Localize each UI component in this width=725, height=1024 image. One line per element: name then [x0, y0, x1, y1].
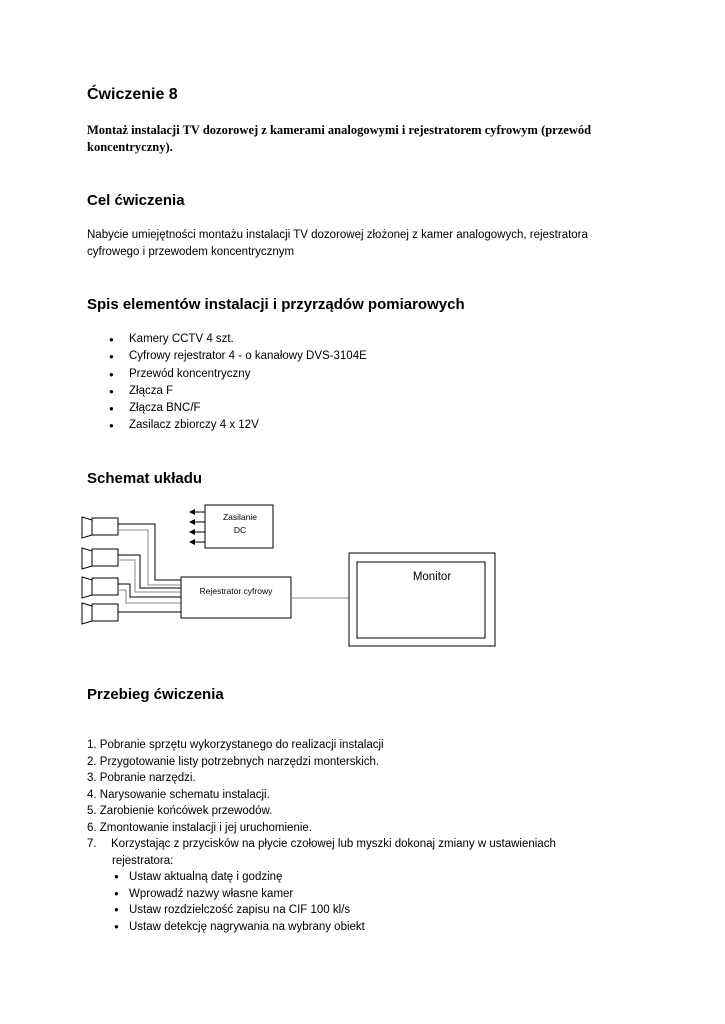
power-label-line2: DC	[233, 525, 247, 535]
component-item: ● Kamery CCTV 4 szt.	[109, 331, 367, 348]
component-item: ● Przewód koncentryczny	[109, 366, 367, 383]
power-wires	[118, 530, 181, 603]
step-7-subitem: ● Ustaw aktualną datę i godzinę	[114, 869, 607, 886]
recorder-label: Rejestrator cyfrowy	[199, 586, 273, 596]
procedure-step: 4. Narysowanie schematu instalacji.	[87, 788, 270, 801]
page-title: Ćwiczenie 8	[87, 86, 178, 103]
procedure-list	[87, 737, 607, 935]
step-7-subitem: ● Ustaw detekcję nagrywania na wybrany obiekt	[114, 919, 607, 936]
goal-text: Nabycie umiejętności montażu instalacji TV dozorowej złożonej z kamer analogowych, rejestratora cyfrowego i przewodem koncentrycznym	[87, 229, 588, 258]
goal-heading: Cel ćwiczenia	[87, 192, 185, 209]
component-item: ● Złącza F	[109, 383, 367, 400]
camera-4-icon	[82, 603, 118, 624]
step-7-subitems	[87, 869, 607, 935]
step-7-text: Korzystając z przycisków na płycie czołowej lub myszki dokonaj zmiany w ustawieniach	[111, 838, 556, 850]
schema-heading: Schemat układu	[87, 470, 203, 487]
step-7-subitem: ● Wprowadź nazwy własne kamer	[114, 886, 607, 903]
power-output-arrows	[194, 512, 205, 542]
procedure-step-7	[87, 836, 607, 935]
arrowheads	[189, 509, 195, 545]
recorder-box	[181, 577, 291, 618]
step-7-text-cont: rejestratora:	[112, 854, 174, 867]
camera-2-icon	[82, 548, 118, 569]
component-item: ● Cyfrowy rejestrator 4 - o kanałowy DVS-3104E	[109, 348, 367, 365]
exercise-subtitle: Montaż instalacji TV dozorowej z kamerami analogowymi i rejestratorem cyfrowym (przewód koncentryczny).	[87, 123, 592, 154]
step-7-number: 7.	[87, 838, 97, 850]
installation-diagram	[0, 500, 725, 660]
procedure-step: 2. Przygotowanie listy potrzebnych narzędzi monterskich.	[87, 755, 380, 768]
power-label-line1: Zasilanie	[222, 512, 258, 522]
procedure-step: 3. Pobranie narzędzi.	[87, 772, 196, 784]
procedure-heading: Przebieg ćwiczenia	[87, 686, 224, 703]
component-item: ● Złącza BNC/F	[109, 400, 367, 417]
step-7-subitem: ● Ustaw rozdzielczość zapisu na CIF 100 kl/s	[114, 902, 607, 919]
procedure-step: 6. Zmontowanie instalacji i jej uruchomienie.	[87, 821, 312, 834]
camera-3-icon	[82, 577, 118, 598]
component-item: ● Zasilacz zbiorczy 4 x 12V	[109, 417, 367, 434]
camera-wires	[118, 524, 181, 612]
monitor-label: Monitor	[412, 571, 452, 583]
components-list	[109, 331, 367, 435]
components-heading: Spis elementów instalacji i przyrządów pomiarowych	[87, 296, 465, 313]
procedure-step: 1. Pobranie sprzętu wykorzystanego do realizacji instalacji	[87, 739, 384, 751]
camera-1-icon	[82, 517, 118, 538]
procedure-step: 5. Zarobienie końcówek przewodów.	[87, 805, 273, 817]
